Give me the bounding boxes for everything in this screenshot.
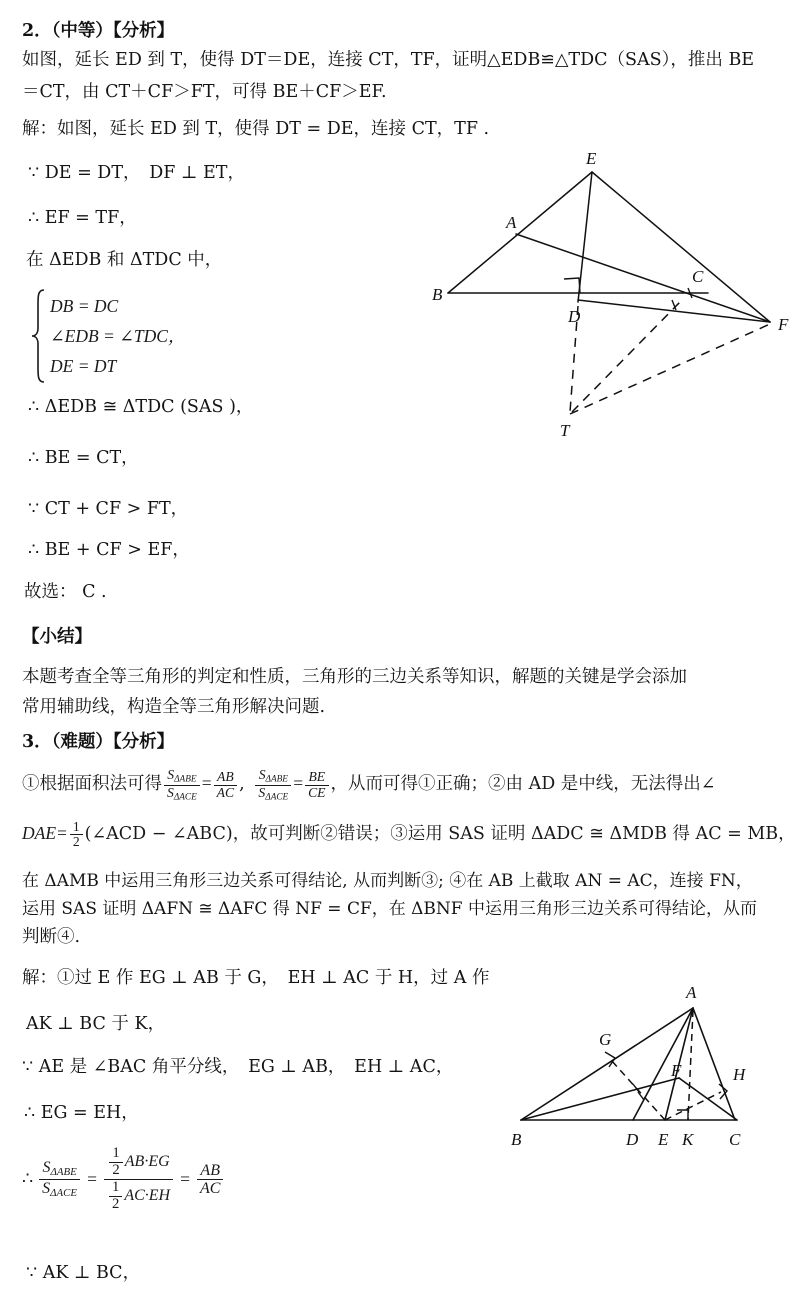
fraction-be-ce	[305, 770, 328, 800]
frac4-num: BE	[308, 768, 326, 784]
bigfrac-left-den-sub: ΔACE	[50, 1186, 78, 1199]
segment-TF-dashed	[570, 324, 770, 414]
problem2-step-in-triangles: 在 ΔEDB 和 ΔTDC 中，	[26, 250, 223, 270]
segment-EH-dashed	[665, 1092, 721, 1120]
right-angle-mark-D	[564, 278, 580, 293]
fraction-AB-over-AC-final	[197, 1162, 223, 1198]
problem3-area-ratio-derivation	[22, 1146, 225, 1213]
segment-AF	[516, 234, 770, 322]
left-brace-icon	[30, 288, 46, 384]
problem3-heading: 3．（难题）【分析】	[22, 732, 175, 752]
figure1-label-A: A	[506, 213, 517, 232]
figure1-label-E: E	[586, 149, 597, 168]
figure1-label-F: F	[778, 315, 789, 334]
bigfrac-left-num-sub: ΔABE	[50, 1166, 77, 1179]
figure1-label-B: B	[432, 285, 443, 304]
problem2-step-ct-cf: ∵ CT + CF > FT，	[28, 499, 189, 519]
inner-half-2	[109, 1180, 122, 1213]
bigfrac-right-num: AB	[200, 1161, 220, 1179]
figure1-label-D: D	[568, 307, 581, 326]
problem3-analysis-line3: 在 ΔAMB 中运用三角形三边关系可得结论, 从而判断③; ④在 AB 上截取 AN = AC，连接 FN，	[22, 871, 753, 891]
figure-1-triangle-edb-tdc	[430, 150, 806, 440]
problem3-analysis-line5: 判断④.	[22, 927, 81, 947]
problem2-step-congruent: ∴ ΔEDB ≅ ΔTDC (SAS )，	[28, 397, 254, 417]
segment-BA	[521, 1008, 693, 1120]
figure1-label-T: T	[560, 421, 570, 440]
system-row-3: DE = DT	[50, 356, 117, 376]
inner-half-1	[109, 1146, 122, 1179]
problem2-summary-line2: 常用辅助线，构造全等三角形解决问题.	[22, 697, 326, 717]
segment-BF	[521, 1078, 679, 1120]
tick-marks-fig2	[633, 1084, 644, 1100]
bigfrac-den-half-den: 2	[109, 1196, 122, 1213]
bigfrac-equals-2: =	[180, 1168, 190, 1189]
frac1-num: S	[167, 767, 175, 782]
bigfrac-num-rest: AB·EG	[124, 1153, 170, 1171]
figure2-label-H: H	[733, 1065, 746, 1084]
bigfrac-den-rest: AC·EH	[124, 1186, 171, 1204]
problem3-solution-line3: ∵ AE 是 ∠BAC 角平分线， EG ⊥ AB， EH ⊥ AC，	[22, 1057, 454, 1077]
segment-ED	[578, 172, 592, 302]
fraction-one-half-1	[70, 820, 83, 850]
bigfrac-equals-1: =	[87, 1168, 97, 1189]
segment-AD	[633, 1008, 693, 1120]
frac1-den-sub: ΔACE	[173, 792, 197, 803]
problem2-solution-intro: 解：如图，延长 ED 到 T，使得 DT = DE，连接 CT，TF .	[22, 119, 490, 139]
p3-a2-pre: DAE=	[22, 823, 68, 843]
problem2-step-ef-tf: ∴ EF = TF，	[28, 208, 137, 228]
problem2-step-be-cf: ∴ BE + CF > EF，	[28, 540, 190, 560]
bigfrac-right-den: AC	[197, 1179, 223, 1197]
problem3-solution-line4: ∴ EG = EH，	[24, 1103, 139, 1123]
frac3-num: S	[258, 767, 266, 782]
frac3-den: S	[258, 784, 266, 800]
problem2-step-given: ∵ DE = DT， DF ⊥ ET，	[28, 163, 245, 183]
problem2-analysis-line2: ＝CT，由 CT＋CF＞FT，可得 BE＋CF＞EF.	[22, 82, 387, 102]
figure2-label-F: F	[671, 1061, 682, 1080]
fraction-ab-ac-1	[214, 770, 237, 800]
figure2-label-B: B	[511, 1130, 522, 1149]
system-row-1: DB = DC	[50, 296, 119, 316]
segment-BE	[448, 172, 592, 293]
problem3-solution-line5: ∵ AK ⊥ BC，	[26, 1263, 141, 1283]
frac1-num-sub: ΔABE	[174, 774, 197, 785]
problem3-analysis-line2	[22, 818, 800, 850]
problem3-solution-line2: AK ⊥ BC 于 K，	[26, 1014, 166, 1034]
segment-EF	[592, 172, 770, 322]
half-den: 2	[70, 834, 83, 850]
p3-eq2: =	[293, 773, 304, 794]
fraction-half-AB-EG-over-half-AC-EH	[104, 1146, 173, 1213]
figure-2-angle-bisector	[505, 980, 795, 1155]
p3-a2-mid: (∠ACD − ∠ABC)，故可判断②错误；③运用 SAS 证明 ΔADC ≅ ΔMDB 得 AC = MB，	[84, 824, 796, 844]
problem2-answer: 故选： C .	[24, 582, 107, 602]
frac3-den-sub: ΔACE	[265, 792, 289, 803]
half-num: 1	[72, 818, 80, 834]
figure1-label-C: C	[692, 267, 704, 286]
p3-a1-post: ，从而可得①正确；②由 AD 是中线，无法得出∠	[330, 774, 716, 795]
bigfrac-num-half-num: 1	[112, 1145, 120, 1161]
frac2-den: AC	[214, 785, 237, 801]
figure2-label-K: K	[682, 1130, 694, 1149]
fraction-area-ratio-2	[255, 768, 291, 802]
p3-eq1: =	[201, 773, 212, 794]
system-row-2: ∠EDB = ∠TDC，	[50, 326, 186, 346]
figure2-label-A: A	[686, 983, 697, 1002]
figure2-label-D: D	[626, 1130, 639, 1149]
bigfrac-left-den: S	[42, 1179, 51, 1197]
problem2-summary-line1: 本题考查全等三角形的判定和性质，三角形的三边关系等知识，解题的关键是学会添加	[22, 667, 687, 687]
bigfrac-num-half-den: 2	[109, 1162, 122, 1179]
p3-comma1: ,	[239, 774, 245, 795]
problem3-solution-line1: 解：①过 E 作 EG ⊥ AB 于 G， EH ⊥ AC 于 H，过 A 作	[22, 968, 490, 988]
bigfrac-left-num: S	[42, 1159, 51, 1177]
problem2-congruence-system	[30, 288, 185, 384]
bigfrac-den-half-num: 1	[111, 1178, 120, 1195]
problem3-analysis-line1	[22, 768, 800, 802]
problem2-heading: 2．（中等）【分析】	[22, 21, 175, 41]
figure2-label-E: E	[658, 1130, 669, 1149]
problem3-analysis-line4: 运用 SAS 证明 ΔAFN ≅ ΔAFC 得 NF = CF，在 ΔBNF 中运用三角形三边关系可得结论，从而	[22, 899, 757, 919]
therefore-symbol: ∴	[22, 1169, 34, 1190]
frac4-den: CE	[305, 785, 328, 801]
problem2-step-be-ct: ∴ BE = CT，	[28, 448, 139, 468]
problem2-analysis-line1: 如图，延长 ED 到 T，使得 DT＝DE，连接 CT，TF，证明△EDB≌△TDC（SAS），推出 BE	[22, 50, 755, 70]
figure2-label-C: C	[729, 1130, 741, 1149]
figure2-label-G: G	[599, 1030, 612, 1049]
fraction-S-ABE-over-S-ACE	[39, 1159, 80, 1200]
fraction-area-ratio-1	[164, 768, 200, 802]
segment-TC-dashed	[572, 302, 680, 412]
right-angle-mark-K	[677, 1110, 688, 1120]
frac3-num-sub: ΔABE	[265, 774, 288, 785]
problem2-summary-heading: 【小结】	[22, 627, 92, 647]
p3-a1-pre: ①根据面积法可得	[22, 774, 162, 795]
frac2-num: AB	[217, 768, 234, 784]
frac1-den: S	[167, 784, 174, 800]
